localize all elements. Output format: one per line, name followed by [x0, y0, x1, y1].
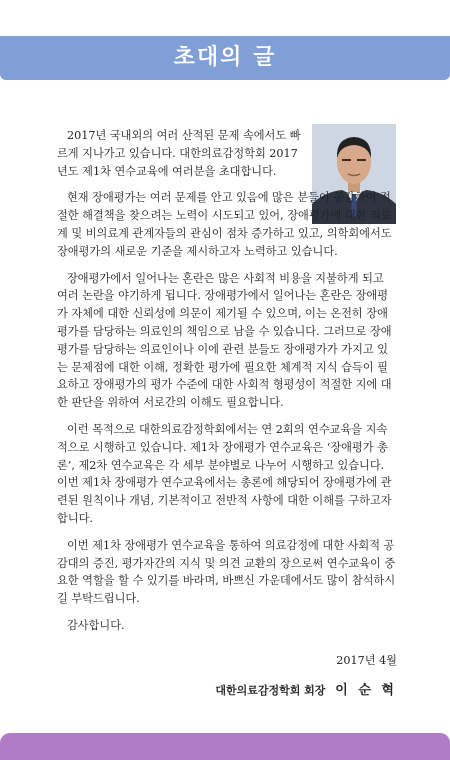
signature-title: 대한의료감정학회 회장: [215, 684, 326, 697]
signature: [57, 679, 397, 698]
header: [0, 0, 450, 80]
paragraph-1: 2017년 국내외의 여러 산적된 문제 속에서도 빠르게 지나가고 있습니다. 대한의료감정학회 2017년도 제1차 연수교육에 여러분을 초대합니다.: [57, 129, 301, 178]
footer-bar: [0, 733, 450, 760]
letter-date: 2017년 4월: [336, 654, 397, 667]
page-title: 초대의 글: [173, 45, 277, 70]
letter-body: [57, 127, 397, 635]
closing-line: 감사합니다.: [67, 618, 125, 632]
paragraph-5: 이번 제1차 장애평가 연수교육을 통하여 의료감정에 대한 사회적 공감대의 증진, 평가자간의 지식 및 의견 교환의 장으로써 연수교육이 중요한 역할을 할 수 있기를 바라며, 바쁘신 가운데에서도 많이 참석하시길 부탁드립니다.: [57, 538, 396, 606]
signature-name: 이 순 혁: [335, 683, 397, 698]
paragraph-4: 이런 목적으로 대한의료감정학회에서는 연 2회의 연수교육을 지속적으로 시행하고 있습니다. 제1차 장애평가 연수교육은 ‘장애평가 총론’, 제2차 연수교육은 각 세부 분야별로 나누어 시행하고 있습니다. 이번 제1차 장애평가 연수교육에서는 총론에 해당되어 장애평가에 관련된 원칙이나 개념, 기본적이고 전반적 사항에 대한 이해를 구하고자 합니다.: [57, 422, 392, 525]
paragraph-3: 장애평가에서 일어나는 혼란은 많은 사회적 비용을 지불하게 되고 여러 논란을 야기하게 됩니다. 장애평가에서 일어나는 혼란은 장애평가 자체에 대한 신뢰성에 의문이 제기될 수 있으며, 이는 온전히 장애평가를 담당하는 의료인의 책임으로 남을 수 있습니다. 그러므로 장애평가를 담당하는 의료인이나 이에 관련 분들도 장애평가가 가지고 있는 문제점에 대한 이해, 정확한 평가에 필요한 체계적 지식 습득이 필요하고 장애평가의 평가 수준에 대한 사회적 형평성이 적절한 지에 대한 판단을 위하여 서로간의 이해도 필요합니다.: [57, 271, 392, 410]
paragraph-2: 현재 장애평가는 여러 문제를 안고 있음에 많은 분들이 공감하여 적절한 해결책을 찾으려는 노력이 시도되고 있어, 장애평가에 대한 의료계 및 비의료계 관계자들의 관심이 점차 증가하고 있고, 의학회에서도 장애평가의 새로운 기준을 제시하고자 노력하고 있습니다.: [57, 191, 392, 258]
